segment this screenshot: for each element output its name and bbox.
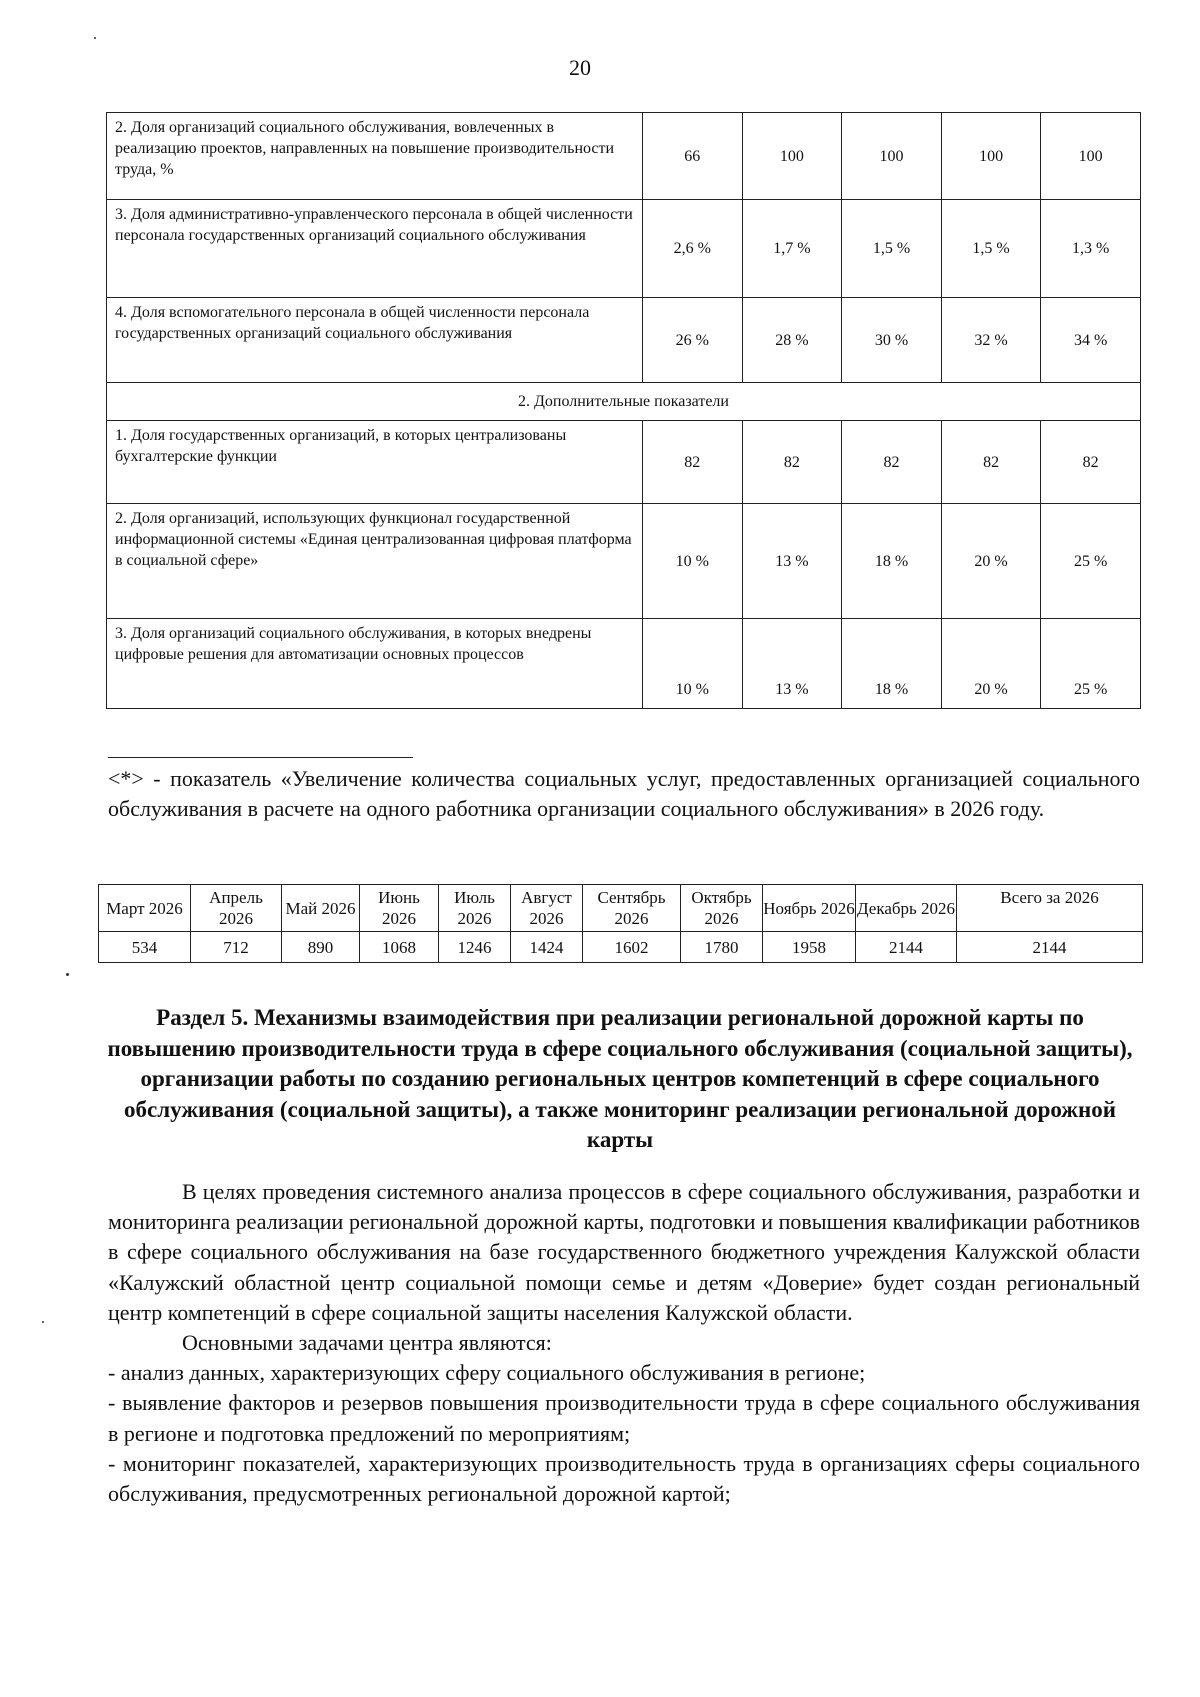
- indicator-value: 25 %: [1041, 619, 1141, 709]
- scan-speck: [42, 1321, 44, 1323]
- indicator-value: 66: [643, 113, 743, 200]
- indicator-value: 1,5 %: [941, 200, 1041, 298]
- indicator-value: 82: [742, 421, 842, 504]
- month-header: Июль 2026: [439, 885, 511, 932]
- section-heading: 2. Дополнительные показатели: [107, 383, 1141, 421]
- month-header: Март 2026: [99, 885, 191, 932]
- indicator-value: 100: [742, 113, 842, 200]
- table-row: [107, 200, 1141, 298]
- task-item: - мониторинг показателей, характеризующих производительность труда в организациях сферы социального обслуживания, предусмотренных региональной дорожной картой;: [108, 1450, 1140, 1507]
- month-value: 1958: [763, 932, 856, 963]
- indicator-value: 100: [842, 113, 942, 200]
- table-header-row: [99, 885, 1143, 932]
- month-header: Август 2026: [511, 885, 583, 932]
- indicator-name: 3. Доля административно-управленческого персонала в общей численности персонала государственных организаций социального обслуживания: [107, 200, 643, 298]
- indicator-value: 82: [643, 421, 743, 504]
- footnote: <*> - показатель «Увеличение количества социальных услуг, предоставленных организацией социального обслуживания в расчете на одного работника организации социального обслуживания» в 2026 году.: [108, 766, 1140, 821]
- indicator-value: 100: [941, 113, 1041, 200]
- total-value: 2144: [957, 932, 1143, 963]
- indicator-value: 34 %: [1041, 298, 1141, 383]
- month-header: Апрель 2026: [191, 885, 282, 932]
- page-number: 20: [569, 55, 591, 80]
- indicator-value: 25 %: [1041, 504, 1141, 619]
- indicator-value: 10 %: [643, 504, 743, 619]
- indicator-value: 18 %: [842, 619, 942, 709]
- month-header: Июнь 2026: [360, 885, 439, 932]
- month-value: 890: [282, 932, 360, 963]
- indicator-value: 1,5 %: [842, 200, 942, 298]
- indicator-value: 20 %: [941, 619, 1041, 709]
- month-header: Май 2026: [282, 885, 360, 932]
- section-title: Раздел 5. Механизмы взаимодействия при реализации региональной дорожной карты по повышению производительности труда в сфере социального обслуживания (социальной защиты), организации работы по созданию региональных центров компетенций в сфере социального обслуживания (социальной защиты), а также мониторинг реализации региональной дорожной карты: [107, 1005, 1133, 1152]
- indicator-value: 100: [1041, 113, 1141, 200]
- indicator-value: 1,3 %: [1041, 200, 1141, 298]
- month-value: 712: [191, 932, 282, 963]
- indicator-value: 30 %: [842, 298, 942, 383]
- table-row: [107, 619, 1141, 709]
- task-item: - анализ данных, характеризующих сферу социального обслуживания в регионе;: [108, 1360, 866, 1386]
- intro-paragraph: В целях проведения системного анализа процессов в сфере социального обслуживания, разработки и мониторинга реализации региональной дорожной карты, подготовки и повышения квалификации работников в сфере социального обслуживания на базе государственного бюджетного учреждения Калужской области «Калужский областной центр социальной помощи семье и детям «Доверие» будет создан региональный центр компетенций в сфере социальной защиты населения Калужской области.: [108, 1179, 1140, 1325]
- month-header: Ноябрь 2026: [763, 885, 856, 932]
- month-value: 534: [99, 932, 191, 963]
- indicator-value: 26 %: [643, 298, 743, 383]
- indicator-name: 1. Доля государственных организаций, в которых централизованы бухгалтерские функции: [107, 421, 643, 504]
- month-header: Сентябрь 2026: [583, 885, 681, 932]
- indicator-value: 82: [842, 421, 942, 504]
- month-value: 1424: [511, 932, 583, 963]
- month-value: 1602: [583, 932, 681, 963]
- indicator-value: 82: [941, 421, 1041, 504]
- scan-speck: [94, 37, 96, 39]
- table-row: [107, 421, 1141, 504]
- total-header: Всего за 2026: [957, 885, 1143, 932]
- indicator-table: [106, 112, 1141, 709]
- indicator-value: 1,7 %: [742, 200, 842, 298]
- month-value: 2144: [856, 932, 957, 963]
- table-row: [107, 298, 1141, 383]
- indicator-name: 3. Доля организаций социального обслуживания, в которых внедрены цифровые решения для автоматизации основных процессов: [107, 619, 643, 709]
- indicator-name: 2. Доля организаций, использующих функционал государственной информационной системы «Единая централизованная цифровая платформа в социальной сфере»: [107, 504, 643, 619]
- body-text: [108, 1177, 1140, 1509]
- tasks-lead: Основными задачами центра являются:: [182, 1330, 552, 1356]
- month-value: 1068: [360, 932, 439, 963]
- indicator-value: 28 %: [742, 298, 842, 383]
- indicator-name: 4. Доля вспомогательного персонала в общей численности персонала государственных организаций социального обслуживания: [107, 298, 643, 383]
- table-row: [107, 504, 1141, 619]
- indicator-value: 20 %: [941, 504, 1041, 619]
- indicator-value: 10 %: [643, 619, 743, 709]
- month-header: Декабрь 2026: [856, 885, 957, 932]
- indicator-value: 32 %: [941, 298, 1041, 383]
- scan-speck: [66, 973, 69, 976]
- indicator-value: 13 %: [742, 504, 842, 619]
- indicator-name: 2. Доля организаций социального обслуживания, вовлеченных в реализацию проектов, направленных на повышение производительности труда, %: [107, 113, 643, 200]
- month-value: 1780: [681, 932, 763, 963]
- section-row: [107, 383, 1141, 421]
- task-item: - выявление факторов и резервов повышения производительности труда в сфере социального обслуживания в регионе и подготовка предложений по мероприятиям;: [108, 1390, 1140, 1446]
- indicator-value: 2,6 %: [643, 200, 743, 298]
- indicator-value: 18 %: [842, 504, 942, 619]
- month-header: Октябрь 2026: [681, 885, 763, 932]
- monthly-table: [98, 884, 1143, 963]
- table-row: [99, 932, 1143, 963]
- month-value: 1246: [439, 932, 511, 963]
- indicator-value: 13 %: [742, 619, 842, 709]
- table-row: [107, 113, 1141, 200]
- footnote-divider: [108, 757, 413, 758]
- indicator-value: 82: [1041, 421, 1141, 504]
